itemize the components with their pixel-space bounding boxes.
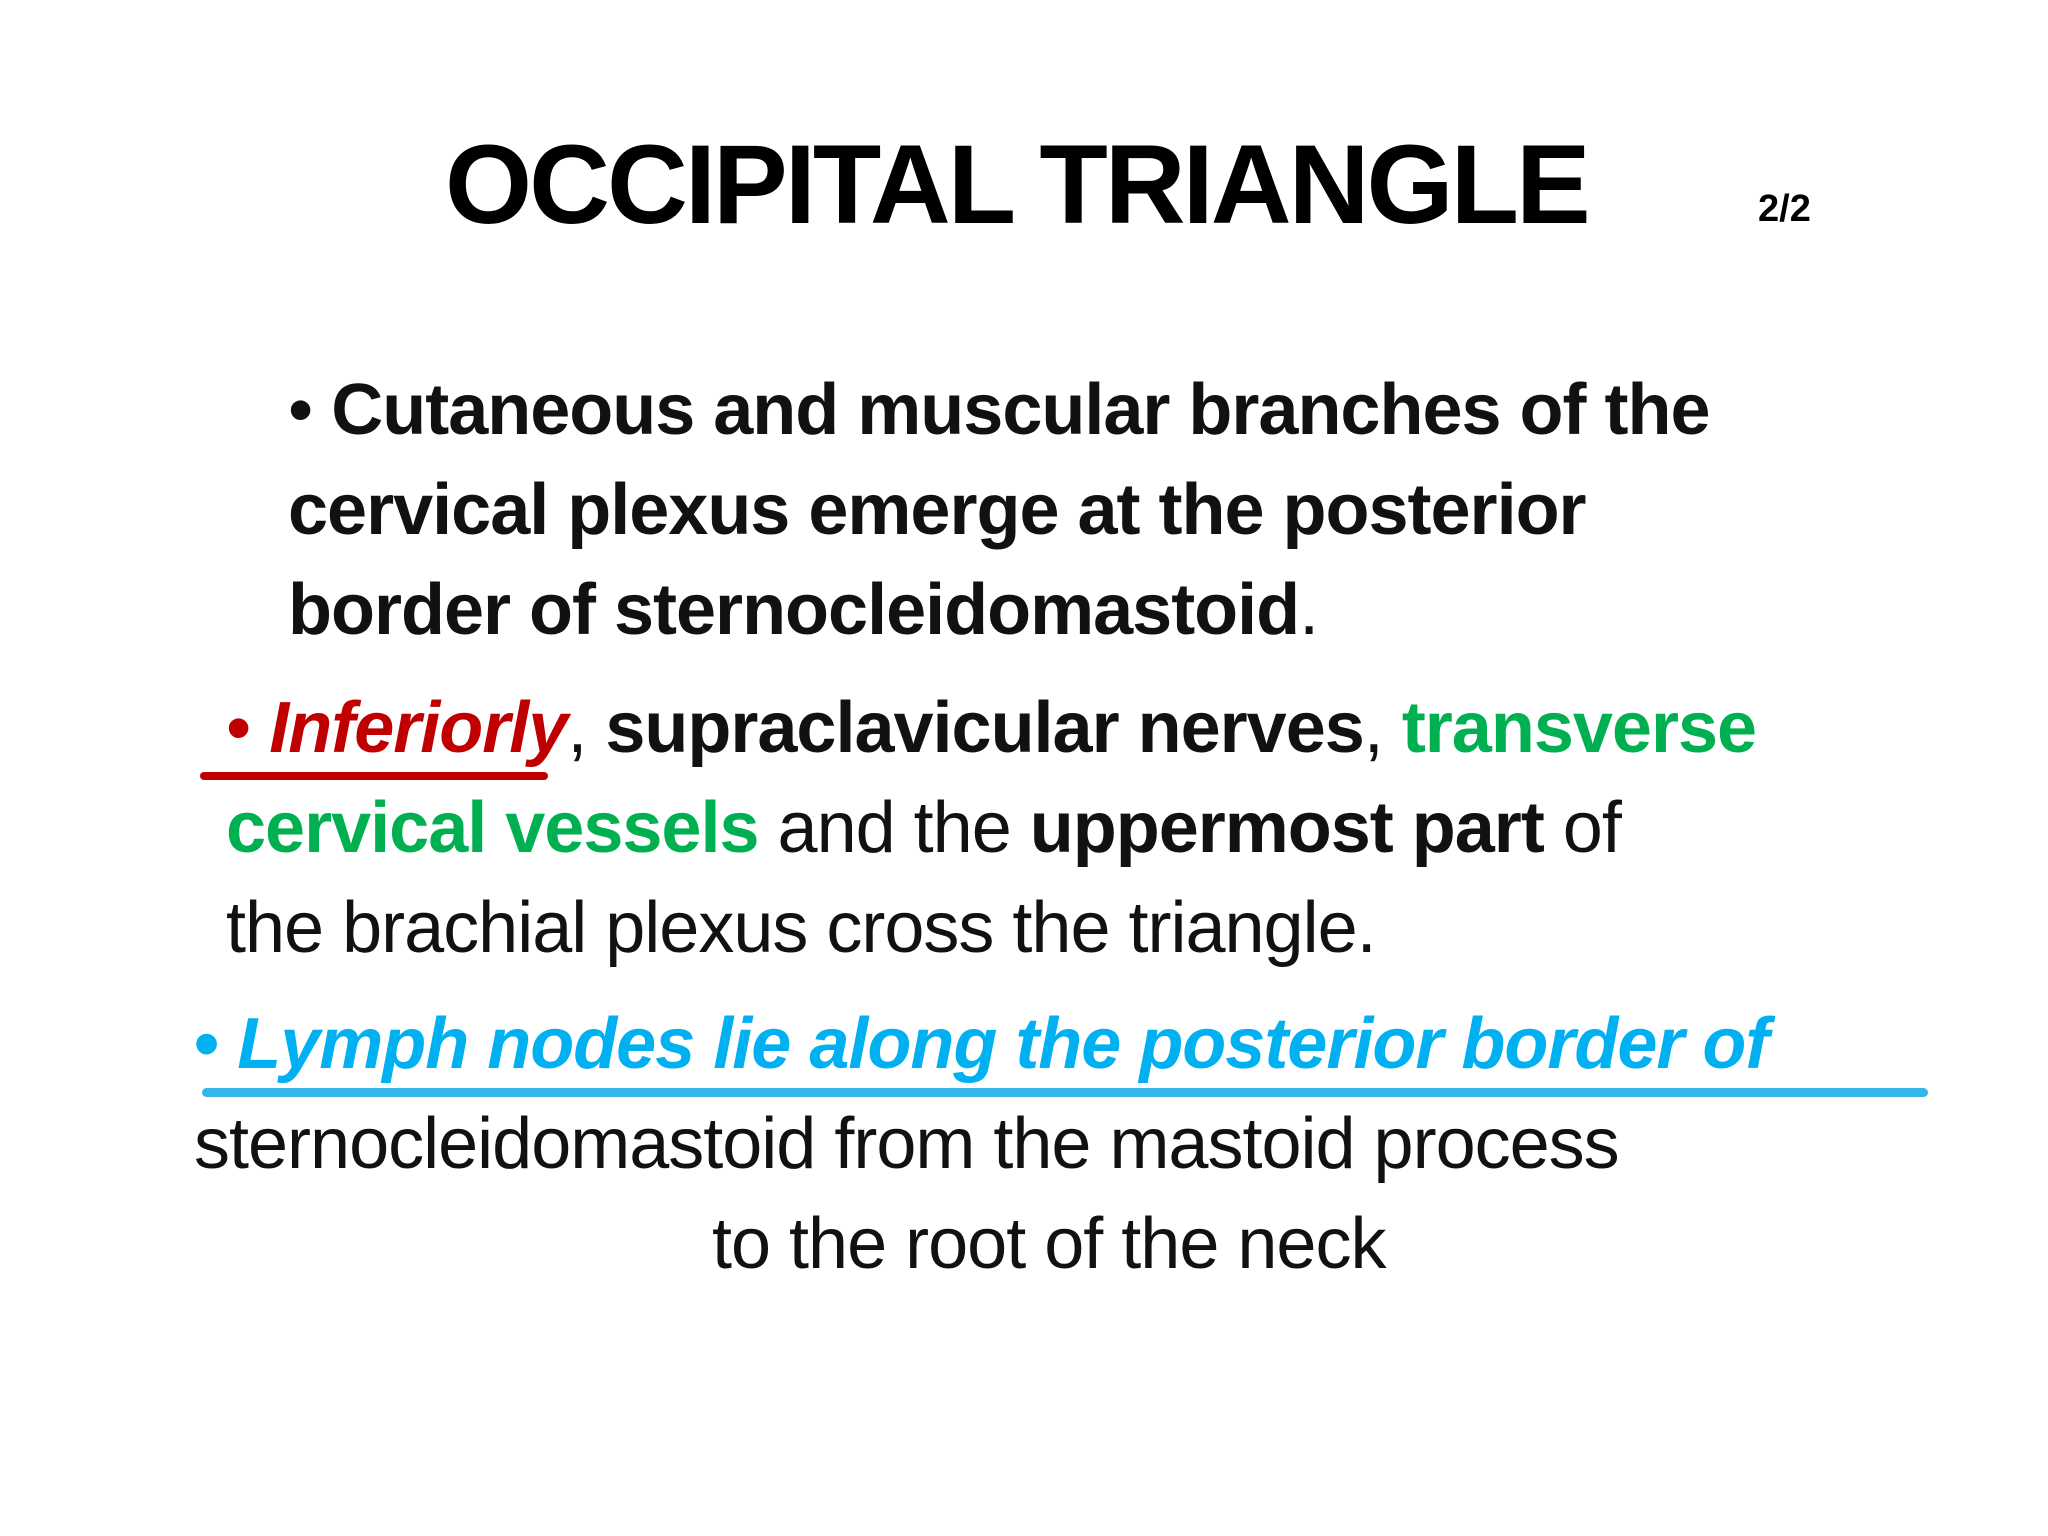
slide-title: OCCIPITAL TRIANGLE xyxy=(445,122,1588,247)
bullet-3-line-1 xyxy=(194,994,1768,1094)
bullet-2-line-1 xyxy=(226,678,1756,778)
bullet-dot: • xyxy=(194,1004,219,1084)
bullet-cutaneous-branches xyxy=(288,360,1710,660)
bullet-1-text-3: border of sternocleidomastoid xyxy=(288,570,1300,650)
bullet-lymph-nodes xyxy=(194,994,1768,1294)
transverse-highlight: transverse xyxy=(1401,688,1757,768)
bullet-1-line-2: cervical plexus emerge at the posterior xyxy=(288,470,1586,550)
bullet-2-line-2 xyxy=(226,778,1756,878)
bullet-3-line-2: sternocleidomastoid from the mastoid process xyxy=(194,1104,1619,1184)
comma: , xyxy=(567,688,606,768)
bullet-2-line-3: the brachial plexus cross the triangle. xyxy=(226,888,1376,968)
inferiorly-highlight: Inferiorly xyxy=(269,688,568,768)
and-the-text: and the xyxy=(758,788,1030,868)
supraclavicular-nerves: supraclavicular nerves xyxy=(605,688,1364,768)
uppermost-part: uppermost part xyxy=(1029,788,1544,868)
bullet-1-text-1: Cutaneous and muscular branches of the xyxy=(331,370,1710,450)
bullet-inferiorly-structures xyxy=(226,678,1756,978)
comma: , xyxy=(1363,688,1402,768)
bullet-3-line-3: to the root of the neck xyxy=(712,1204,1386,1284)
page-counter: 2/2 xyxy=(1758,188,1811,230)
lymph-nodes-highlight: Lymph nodes lie along the posterior border of xyxy=(237,1004,1769,1084)
bullet-1-line-1 xyxy=(288,360,1710,460)
bullet-dot: • xyxy=(288,370,313,450)
bullet-1-period: . xyxy=(1299,570,1319,650)
bullet-1-line-3 xyxy=(288,560,1710,660)
of-text: of xyxy=(1543,788,1621,868)
cervical-vessels-highlight: cervical vessels xyxy=(226,788,759,868)
bullet-dot: • xyxy=(226,688,251,768)
